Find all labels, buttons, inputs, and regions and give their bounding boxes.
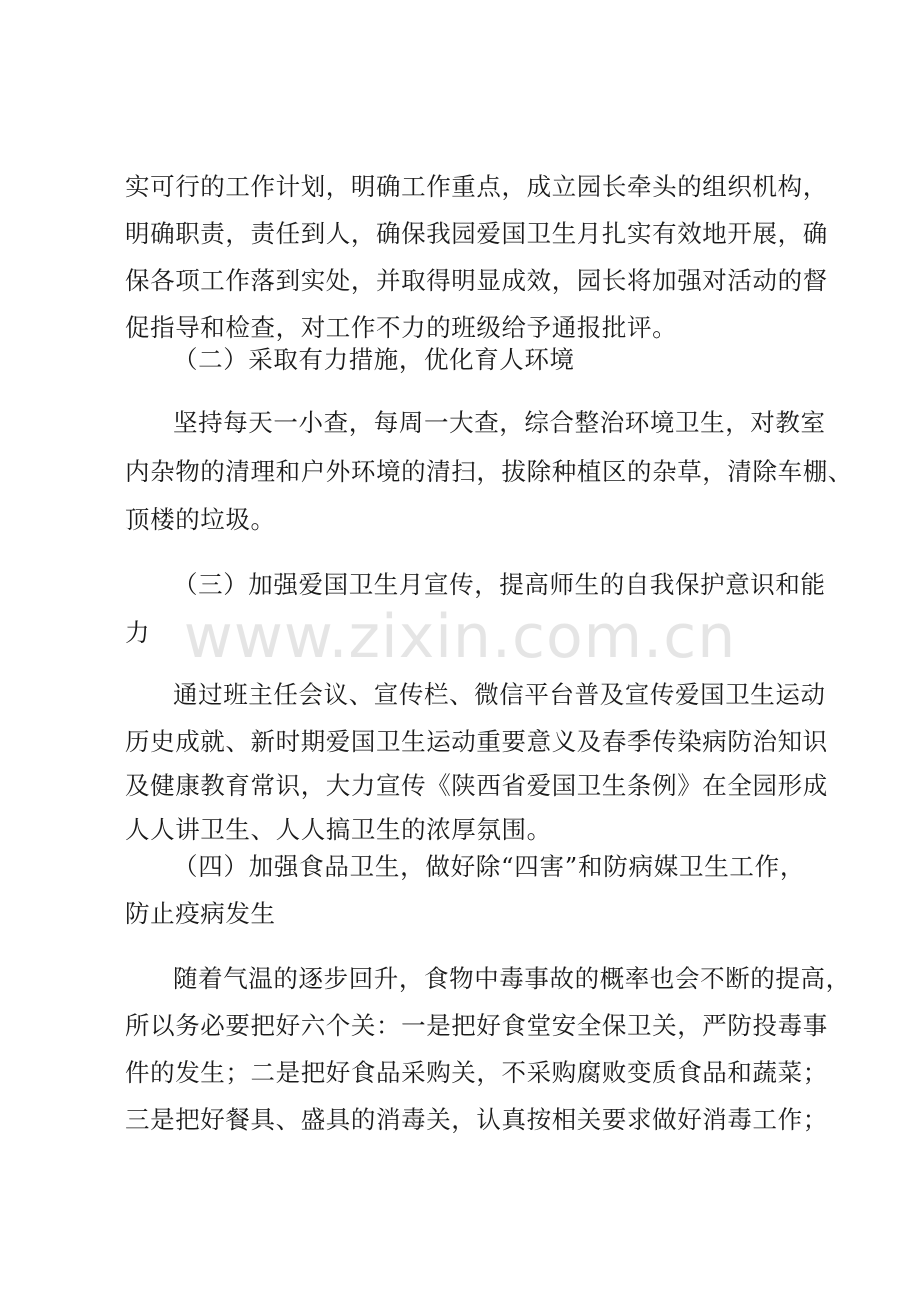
body-text-line: 所以务必要把好六个关：一是把好食堂安全保卫关，严防投毒事	[125, 1011, 828, 1040]
body-text-line: 保各项工作落到实处，并取得明显成效，园长将加强对活动的督	[125, 266, 828, 295]
body-text-line: 及健康教育常识，大力宣传《陕西省爱国卫生条例》在全园形成	[125, 771, 828, 800]
paragraph-first-line: 随着气温的逐步回升，食物中毒事故的概率也会不断的提高，	[173, 964, 851, 993]
section-heading-continued: 防止疫病发生	[125, 899, 276, 928]
body-text-line: 三是把好餐具、盛具的消毒关，认真按相关要求做好消毒工作；	[125, 1105, 828, 1134]
body-text-line: 件的发生；二是把好食品采购关，不采购腐败变质食品和蔬菜；	[125, 1058, 828, 1087]
paragraph-first-line: 坚持每天一小查，每周一大查，综合整治环境卫生，对教室	[173, 408, 826, 437]
section-heading: （三）加强爱国卫生月宣传，提高师生的自我保护意识和能	[173, 570, 826, 599]
body-text-line: 促指导和检查，对工作不力的班级给予通报批评。	[125, 313, 678, 342]
body-text-line: 历史成就、新时期爱国卫生运动重要意义及春季传染病防治知识	[125, 727, 828, 756]
body-text-line: 实可行的工作计划，明确工作重点，成立园长牵头的组织机构，	[125, 172, 828, 201]
section-heading-continued: 力	[125, 618, 151, 647]
body-text-line: 内杂物的清理和户外环境的清扫，拔除种植区的杂草，清除车棚、	[125, 457, 853, 486]
paragraph-first-line: 通过班主任会议、宣传栏、微信平台普及宣传爱国卫生运动	[173, 680, 826, 709]
body-text-line: 人人讲卫生、人人搞卫生的浓厚氛围。	[125, 815, 552, 844]
section-heading: （四）加强食品卫生，做好除“四害”和防病媒卫生工作，	[173, 852, 805, 881]
watermark: www.zixin.com.cn	[183, 602, 737, 672]
body-text-line: 顶楼的垃圾。	[125, 505, 276, 534]
section-heading: （二）采取有力措施，优化育人环境	[173, 345, 575, 374]
body-text-line: 明确职责，责任到人，确保我园爱国卫生月扎实有效地开展，确	[125, 219, 828, 248]
